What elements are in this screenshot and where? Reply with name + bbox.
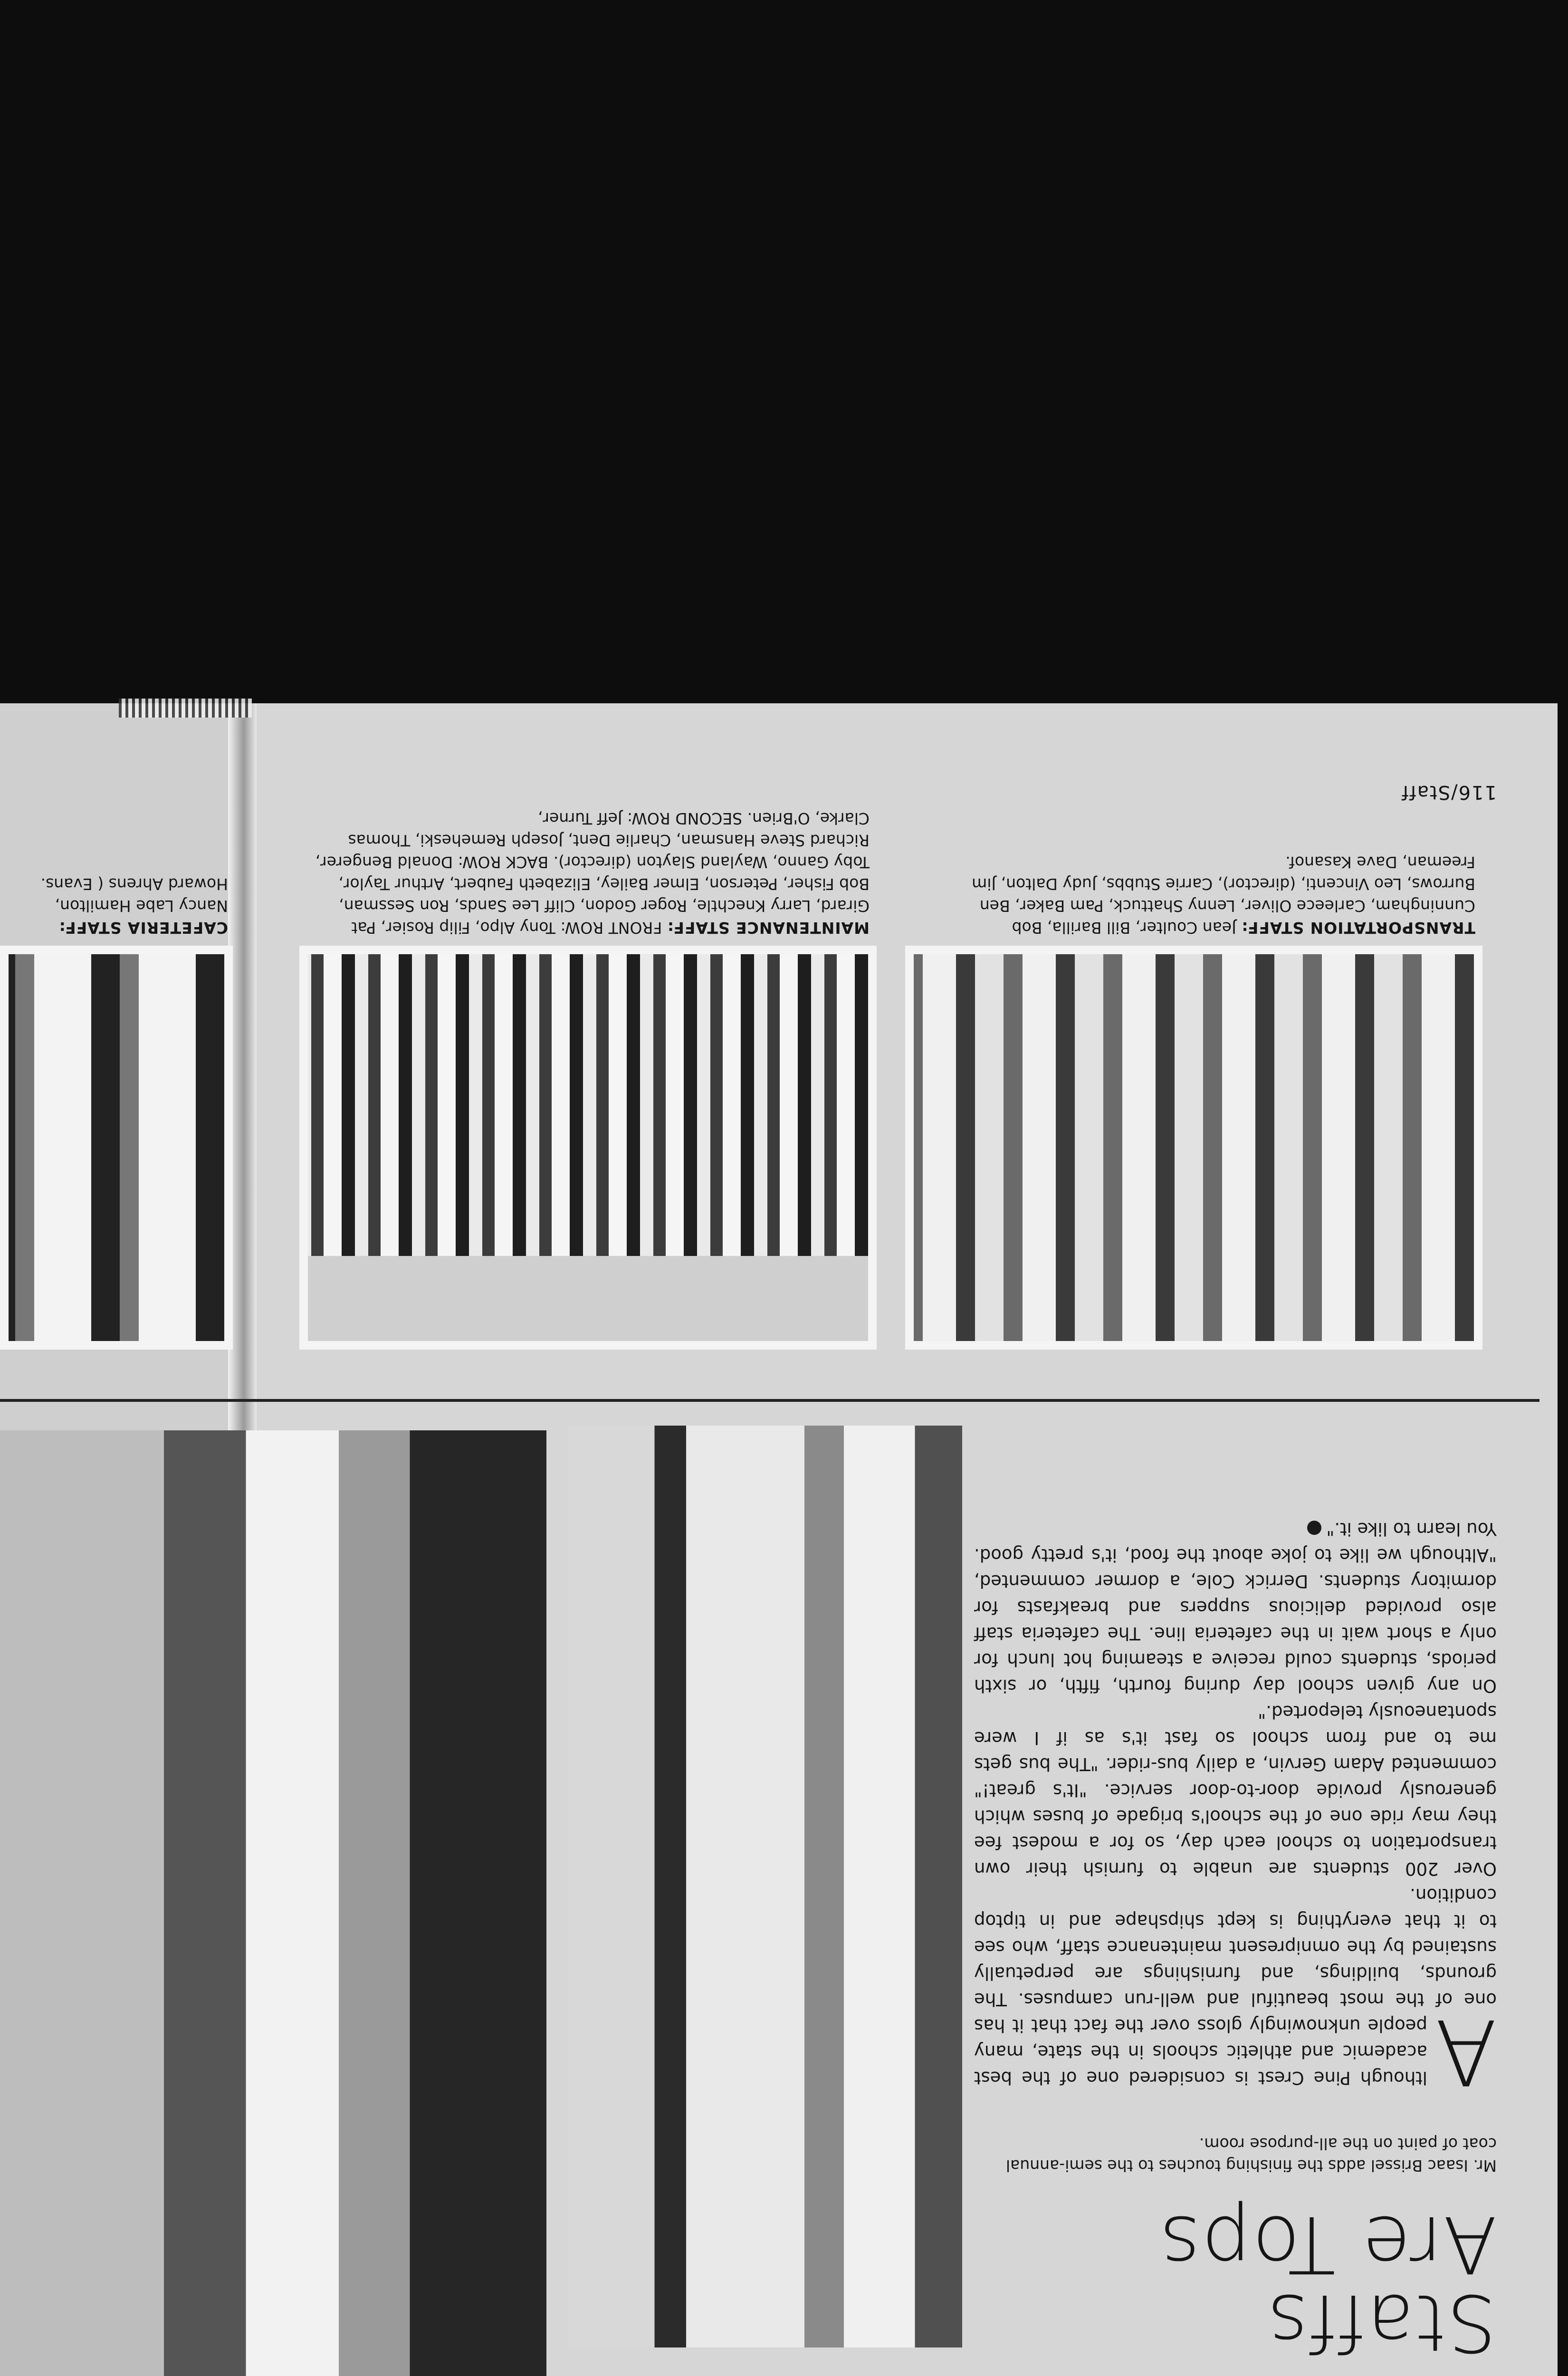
cafeteria-caption-label: CAFETERIA STAFF: (58, 919, 228, 937)
maintenance-caption (304, 807, 870, 939)
transportation-caption (910, 851, 1475, 939)
groundskeeper-image (0, 1430, 546, 2376)
maintenance-caption-label: MAINTENANCE STAFF: (667, 919, 870, 937)
headline-line-1: Staffs (1266, 2277, 1497, 2368)
corridor-painter-photo (568, 1426, 962, 2347)
end-mark-icon (1307, 1521, 1321, 1535)
story-paragraph-3 (974, 1516, 1497, 1699)
section-divider (0, 1399, 1539, 1402)
lead-photo-caption: Mr. Isaac Brissel adds the finishing touches to the semi-annual coat of paint on the all-purpose room. (1005, 2135, 1497, 2175)
story-paragraph-1 (974, 1882, 1497, 2104)
corridor-painter-image (568, 1426, 962, 2347)
drop-cap: A (1435, 1999, 1497, 2104)
headline-line-2: Are Tops (1158, 2199, 1497, 2290)
transportation-staff-photo (905, 946, 1482, 1350)
story-paragraph-3-text: On any given school day during fourth, fifth, or sixth periods, students could receive a steaming hot lunch for only a short wait in the cafeteria line. The cafeteria staff also provided delicious suppers and breakfasts for dormitory students. Derrick Cole, a dormer commented, "Although we like to joke about the food, it's pretty good. You learn to like it." (974, 1519, 1497, 1696)
story-paragraph-2: Over 200 students are unable to furnish their own transportation to school each day, so for a modest fee they may ride one of the school's brigade of buses which generously provide door-to-door service. "It's great!" commented Adam Gervin, a daily bus-rider. "The bus gets me to and from school so fast it's as if I were spontaneously teleported." (974, 1702, 1497, 1879)
cafeteria-staff-image (9, 954, 224, 1341)
transportation-caption-names: Jean Coulter, Bill Barilla, Bob Cunningham, Carleece Oliver, Lenny Shattuck, Pam Baker, Ben Burrows, Leo Vincenti, (director), Carrie Stubbs, Judy Dalton, Jim Freeman, Dave Kasanof. (972, 853, 1475, 937)
feature-headline (955, 2199, 1497, 2368)
maintenance-caption-names: FRONT ROW: Tony Alpo, Filip Rosier, Pat Girard, Larry Knechtle, Roger Godon, Cliff Lee Sands, Ron Sessman, Bob Fisher, Peterson, Elmer Bailey, Elizabeth Faubert, Arthur Taylor, Toby Ganno, Wayland Slayton (director). BACK ROW: Donald Bengerer, Richard Steve Hansman, Charlie Dent, Joseph Remeheski, Thomas Clarke, O'Brien. SECOND ROW: Jeff Turner, (315, 809, 870, 937)
feature-story (974, 1516, 1497, 2104)
page-folio: 116/Staff (1401, 781, 1497, 803)
maintenance-staff-photo (299, 946, 877, 1350)
transportation-caption-label: TRANSPORTATION STAFF: (1241, 919, 1475, 937)
story-paragraph-1-text: lthough Pine Crest is considered one of the best academic and athletic schools in the state, many people unknowingly gloss over the fact that it has one of the most beautiful and well-run campuses. The grounds, buildings, and furnishings are perpetually sustained by the omnipresent maintenance staff, who see to it that everything is kept shipshape and in tiptop condition. (974, 1885, 1497, 2088)
transportation-staff-image (914, 954, 1474, 1341)
cafeteria-caption-names: Nancy Labe Hamilton, Howard Ahrens ( Evans. (40, 875, 228, 915)
cafeteria-staff-photo (0, 946, 233, 1350)
maintenance-staff-image (308, 954, 868, 1341)
groundskeeper-photo (0, 1430, 546, 2376)
cafeteria-caption (5, 873, 228, 939)
binding-strip (119, 699, 252, 718)
